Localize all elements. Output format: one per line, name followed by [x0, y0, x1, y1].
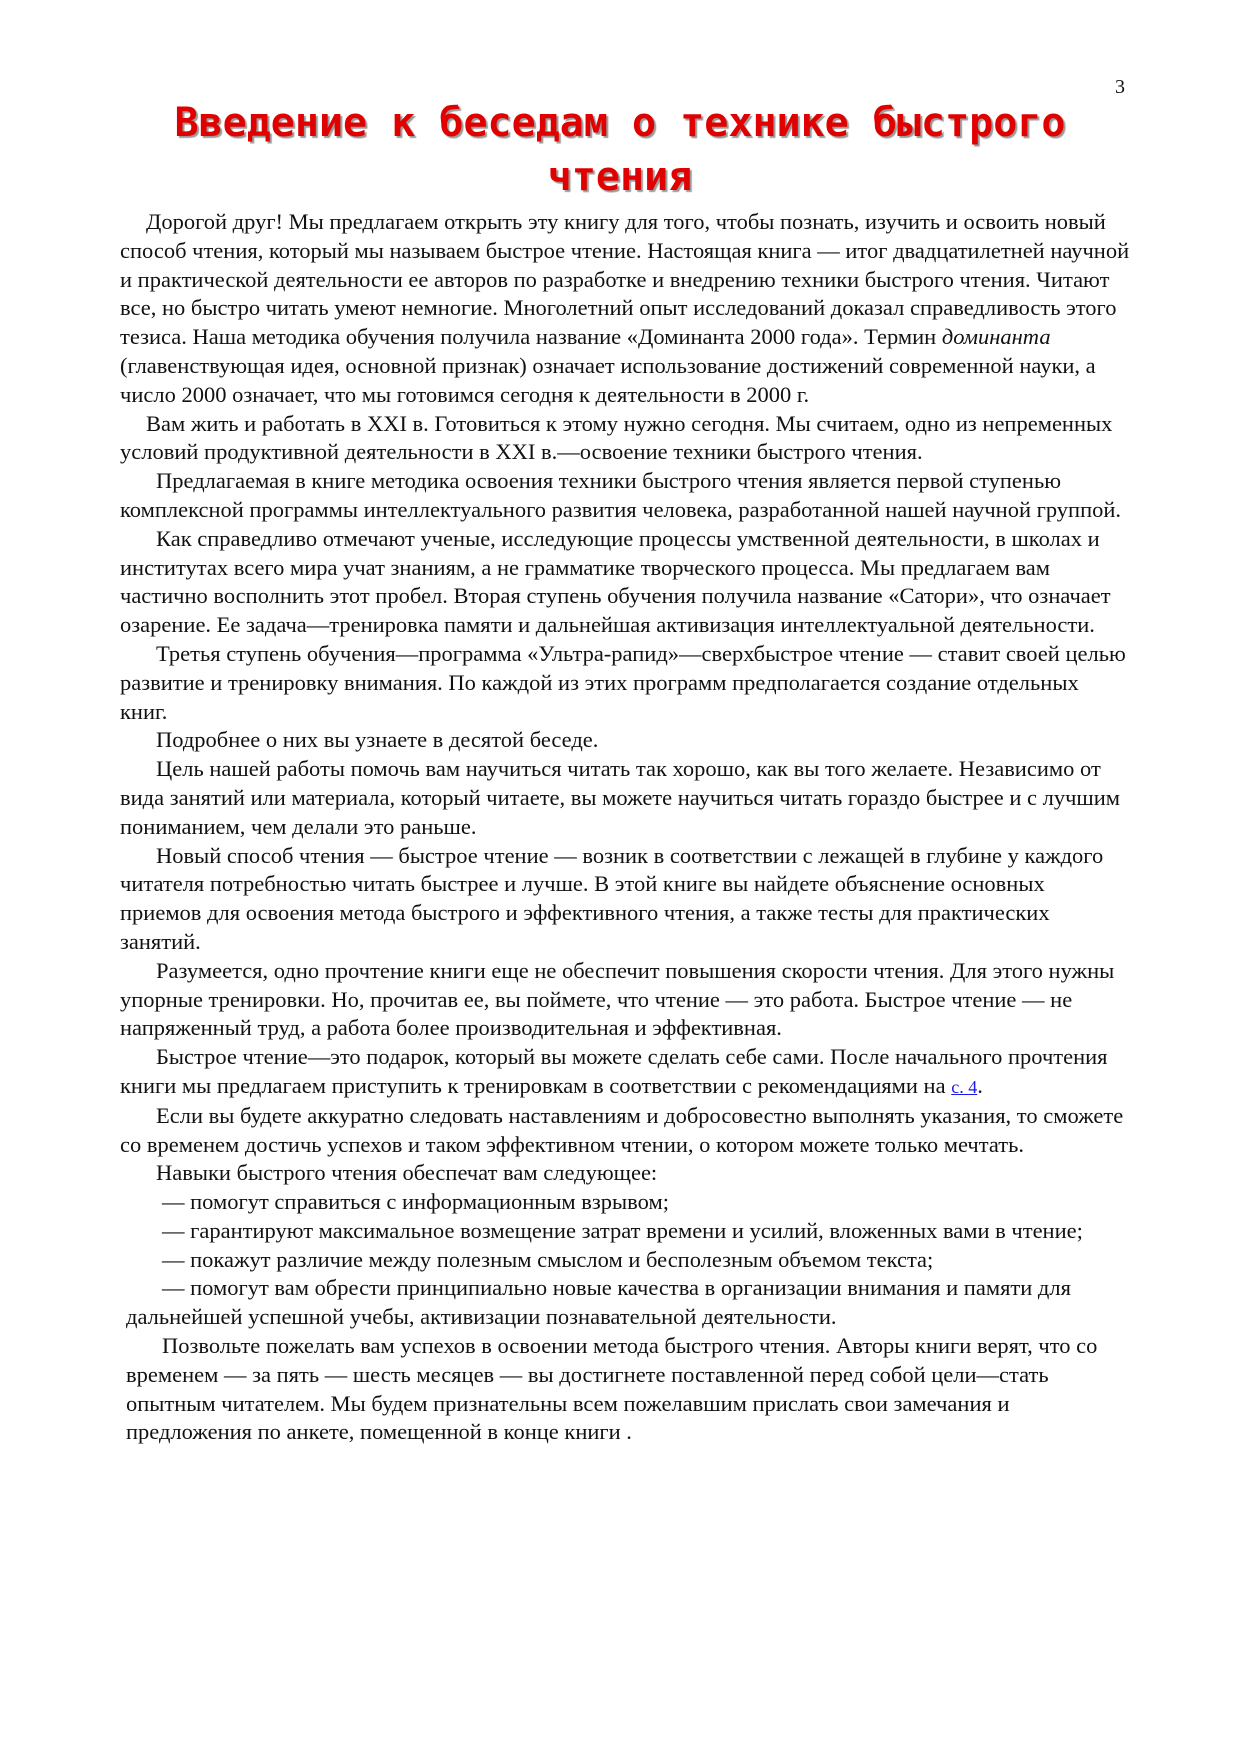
- paragraph-text: (главенствующая идея, основной признак) означает использование достижений современной науки, а число 2000 означает, что мы готовимся сегодня к деятельности в 2000 г.: [120, 352, 1096, 407]
- paragraph: [120, 208, 1130, 410]
- italic-term: доминанта: [941, 324, 1051, 350]
- paragraph: [120, 1043, 1130, 1102]
- paragraph-text: .: [977, 1072, 983, 1098]
- paragraph: Если вы будете аккуратно следовать наставлениям и добросовестно выполнять указания, то сможете со временем достичь успехов и таком эффективном чтении, о котором можете только мечтать.: [120, 1102, 1124, 1157]
- paragraph: Позвольте пожелать вам успехов в освоении метода быстрого чтения. Авторы книги верят, что со временем — за пять — шесть месяцев — вы достигнете поставленной перед собой цели—стать опытным читателем. Мы будем признательны всем пожелавшим прислать свои замечания и предложения по анкете, помещенной в конце книги .: [126, 1333, 1098, 1445]
- paragraph: Навыки быстрого чтения обеспечат вам следующее:: [156, 1160, 658, 1186]
- page-title: Введение к беседам о технике быстрого чтения: [174, 100, 1066, 200]
- page-number: 3: [1115, 76, 1125, 98]
- paragraph: Предлагаемая в книге методика освоения техники быстрого чтения является первой ступенью комплексной программы интеллектуального развития человека, разработанной нашей научной группой.: [120, 468, 1122, 522]
- list-item: — помогут справиться с информационным взрывом;: [162, 1189, 669, 1215]
- body-text: [120, 208, 1130, 1447]
- paragraph-text: Быстрое чтение—это подарок, который вы можете сделать себе сами. После начального прочтения книги мы предлагаем приступить к тренировкам в соответствии с рекомендациями на: [120, 1044, 1108, 1098]
- list-item: — покажут различие между полезным смыслом и бесполезным объемом текста;: [162, 1246, 934, 1272]
- page-reference-link[interactable]: с. 4: [951, 1076, 978, 1097]
- list-item: — гарантируют максимальное возмещение затрат времени и усилий, вложенных вами в чтение;: [162, 1217, 1083, 1243]
- paragraph: Цель нашей работы помочь вам научиться читать так хорошо, как вы того желаете. Независимо от вида занятий или материала, который читаете, вы можете научиться читать гораздо быстрее и с лучшим пониманием, чем делали это раньше.: [120, 756, 1121, 839]
- paragraph-text: Дорогой друг! Мы предлагаем открыть эту книгу для того, чтобы познать, изучить и освоить новый способ чтения, который мы называем быстрое чтение. Настоящая книга — итог двадцатилетней научной и практической деятельности ее авторов по разработке и внедрению техники быстрого чтения. Читают все, но быстро читать умеют немногие. Многолетний опыт исследований доказал справедливость этого тезиса. Наша методика обучения получила название «Доминанта 2000 года». Термин: [120, 209, 1130, 350]
- list-item: — помогут вам обрести принципиально новые качества в организации внимания и памяти для дальнейшей успешной учебы, активизации познавательной деятельности.: [126, 1275, 1071, 1330]
- paragraph: Разумеется, одно прочтение книги еще не обеспечит повышения скорости чтения. Для этого нужны упорные тренировки. Но, прочитав ее, вы поймете, что чтение — это работа. Быстрое чтение — не напряженный труд, а работа более производительная и эффективная.: [120, 957, 1115, 1041]
- paragraph: Как справедливо отмечают ученые, исследующие процессы умственной деятельности, в школах и институтах всего мира учат знаниям, а не грамматике творческого процесса. Мы предлагаем вам частично восполнить этот пробел. Вторая ступень обучения получила название «Сатори», что означает озарение. Ее задача—тренировка памяти и дальнейшая активизация интеллектуальной деятельности.: [120, 525, 1111, 638]
- paragraph: Третья ступень обучения—программа «Ультра-рапид»—сверхбыстрое чтение — ставит своей целью развитие и тренировку внимания. По каждой из этих программ предполагается создание отдельных книг.: [120, 640, 1126, 724]
- paragraph: Вам жить и работать в XXI в. Готовиться к этому нужно сегодня. Мы считаем, одно из непременных условий продуктивной деятельности в XXI в.—освоение техники быстрого чтения.: [120, 410, 1113, 465]
- paragraph: Подробнее о них вы узнаете в десятой беседе.: [156, 727, 599, 753]
- paragraph: Новый способ чтения — быстрое чтение — возник в соответствии с лежащей в глубине у каждого читателя потребностью читать быстрее и лучше. В этой книге вы найдете объяснение основных приемов для освоения метода быстрого и эффективного чтения, а также тесты для практических занятий.: [120, 842, 1104, 954]
